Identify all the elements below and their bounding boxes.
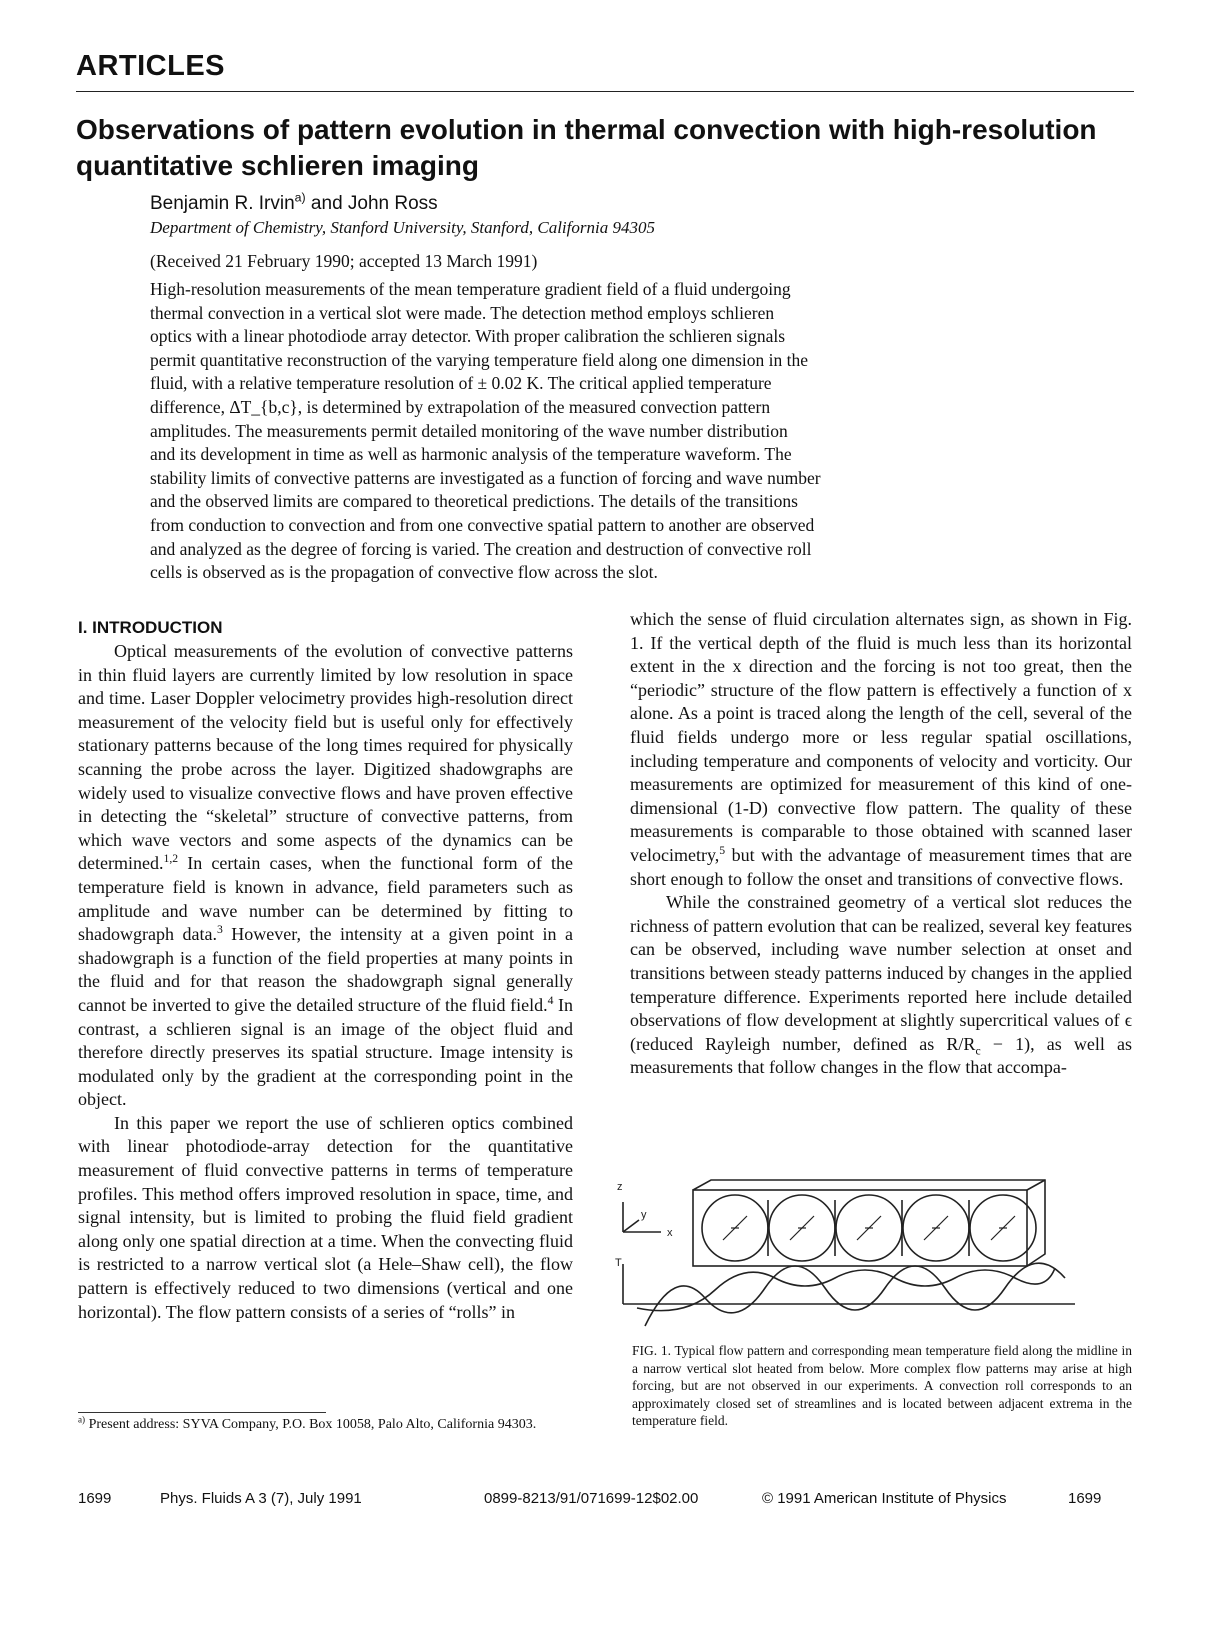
author-2: and John Ross [305, 193, 438, 214]
abstract-line: thermal convection in a vertical slot were made. The detection method employs schlieren [150, 302, 775, 323]
slot-back-edges [693, 1180, 1045, 1266]
header-rule [76, 91, 1134, 92]
paragraph [630, 608, 1132, 891]
page-number-left: 1699 [78, 1490, 112, 1507]
article-code: 0899-8213/91/071699-12$02.00 [484, 1490, 699, 1507]
text: Optical measurements of the evolution of convective patterns in thin fluid layers are currently limited by low resolution in space and time. Laser Doppler velocimetry provides high-resolution direct measurement of the velocity field but is useful only for effectively stationary patterns because of the long times required for physically scanning the probe across the layer. Digitized shadowgraphs are widely used to visualize convective flows and have proven effective in detecting the “skeletal” structure of convective patterns, from which wave vectors and some aspects of the dynamics can be determined. [78, 641, 573, 874]
abstract-line: cells is observed as is the propagation of convective flow across the slot. [150, 562, 658, 583]
footnote-mark: a) [78, 1414, 86, 1425]
abstract [150, 278, 975, 585]
abstract-line: permit quantitative reconstruction of the varying temperature field along one dimension in the [150, 349, 808, 370]
y-axis [623, 1220, 639, 1232]
section-heading: I. INTRODUCTION [78, 618, 223, 637]
left-column [78, 640, 573, 1324]
text: However, the intensity at a given point in a shadowgraph is a function of the field properties at many points in the fluid and for that reason the shadowgraph signal generally cannot be inverted to give the detailed structure of the fluid field. [78, 924, 573, 1015]
right-column [630, 608, 1132, 1080]
slot-front-face [693, 1190, 1027, 1266]
author-1: Benjamin R. Irvin [150, 193, 295, 214]
section-label: ARTICLES [76, 50, 225, 82]
author-line [150, 190, 438, 215]
axis-label-x: x [667, 1227, 673, 1239]
figure-caption: FIG. 1. Typical flow pattern and corresponding mean temperature field along the midline in a narrow vertical slot heated from below. More complex flow patterns may arise at high forcing, but are not observed in our experiments. A convection roll corresponds to an approximately closed set of streamlines and is located between adjacent extrema in the temperature field. [632, 1343, 1132, 1429]
text: but with the advantage of measurement times that are short enough to follow the onset and transitions of convective flows. [630, 844, 1132, 889]
citation: 4 [547, 993, 554, 1007]
text: − 1), as well as measurements that follow changes in the flow that accompa- [630, 1033, 1132, 1078]
abstract-line: and analyzed as the degree of forcing is varied. The creation and destruction of convective roll [150, 538, 812, 559]
text: In certain cases, when the functional form of the temperature field is known in advance, field parameters such as amplitude and wave number can be determined by fitting to shadowgraph data. [78, 853, 573, 945]
text: While the constrained geometry of a vertical slot reduces the richness of pattern evolution that can be realized, several key features can be observed, including wave number selection at onset and transitions between steady patterns induced by changes in the applied temperature difference. Experiments reported here include detailed observations of flow development at slightly supercritical values of ϵ (reduced Rayleigh number, defined as R/R [630, 892, 1132, 1054]
author-1-footnote-mark: a) [294, 190, 306, 205]
abstract-line: from conduction to convection and from one convective spatial pattern to another are observed [150, 514, 815, 535]
article-title: Observations of pattern evolution in thermal convection with high-resolution quantitative schlieren imaging [76, 114, 1097, 181]
abstract-line: and the observed limits are compared to theoretical predictions. The details of the transitions [150, 491, 798, 512]
footnote [78, 1416, 578, 1434]
axis-label-y: y [641, 1209, 647, 1221]
paragraph [78, 640, 573, 1112]
figure-1-diagram [615, 1168, 1117, 1338]
page-number-right: 1699 [1068, 1490, 1102, 1507]
axis-label-T: T [615, 1257, 622, 1269]
text: which the sense of fluid circulation alternates sign, as shown in Fig. 1. If the vertical depth of the fluid is much less than its horizontal extent in the x direction and the forcing is not too great, then the “periodic” structure of the flow pattern is effectively a function of x alone. As a point is traced along the length of the cell, several of the fluid fields undergo more or less regular spatial oscillations, including temperature and components of velocity and vorticity. Our measurements are optimized for measurement of this kind of one-dimensional (1-D) convective flow pattern. The quality of these measurements is comparable to those obtained with scanned laser velocimetry, [630, 609, 1132, 865]
journal-citation: Phys. Fluids A 3 (7), July 1991 [160, 1490, 362, 1507]
abstract-line: and its development in time as well as harmonic analysis of the temperature waveform. The [150, 444, 792, 465]
abstract-line: stability limits of convective patterns are investigated as a function of forcing and wave number [150, 467, 821, 488]
axis-label-z: z [617, 1181, 623, 1193]
copyright: © 1991 American Institute of Physics [762, 1490, 1007, 1507]
footnote-text: Present address: SYVA Company, P.O. Box 10058, Palo Alto, California 94303. [85, 1417, 537, 1432]
abstract-line: difference, ΔT_{b,c}, is determined by extrapolation of the measured convection pattern [150, 396, 771, 417]
abstract-line: optics with a linear photodiode array detector. With proper calibration the schlieren signals [150, 326, 786, 347]
paragraph [630, 891, 1132, 1080]
paragraph: In this paper we report the use of schlieren optics combined with linear photodiode-array detection for the quantitative measurement of fluid convective patterns in terms of temperature profiles. This method offers improved resolution in space, time, and signal intensity, but is limited to probing the fluid field gradient along only one spatial direction at a time. When the convecting fluid is restricted to a narrow vertical slot (a Hele–Shaw cell), the flow pattern is effectively reduced to two dimensions (vertical and one horizontal). The flow pattern consists of a series of “rolls” in [78, 1112, 573, 1322]
citation: 5 [719, 843, 726, 857]
abstract-line: fluid, with a relative temperature resolution of ± 0.02 K. The critical applied temperature [150, 373, 772, 394]
citation: 3 [216, 923, 223, 937]
subscript: c [975, 1044, 981, 1058]
abstract-line: High-resolution measurements of the mean temperature gradient field of a fluid undergoing [150, 279, 791, 299]
received-dates: (Received 21 February 1990; accepted 13 March 1991) [150, 251, 538, 271]
abstract-line: amplitudes. The measurements permit detailed monitoring of the wave number distribution [150, 420, 788, 441]
text: In contrast, a schlieren signal is an image of the object fluid and therefore directly preserves its spatial structure. Image intensity is modulated only by the gradient at the corresponding point in the object. [78, 994, 573, 1110]
citation: 1,2 [163, 852, 179, 866]
affiliation: Department of Chemistry, Stanford University, Stanford, California 94305 [150, 218, 655, 237]
footnote-rule [78, 1412, 326, 1413]
